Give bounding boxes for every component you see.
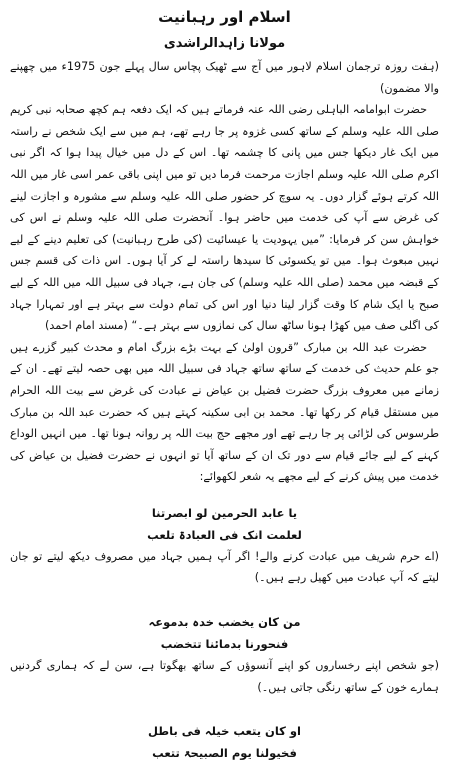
author-name: مولانا زاہدالراشدی <box>163 36 286 51</box>
verse-translation: (اے حرم شریف میں عبادت کرنے والے! اگر آپ ہمیں جہاد میں مصروف دیکھ لیتے تو جان لیتے کہ آپ عبادت میں کھیل رہے ہیں۔) <box>10 549 439 585</box>
paragraph-hadith: حضرت ابوامامہ الباہلی رضی اللہ عنہ فرماتے ہیں کہ ایک دفعہ ہم کچھ صحابہ نبی کریم صلی اللہ علیہ وسلم کے ساتھ کسی غزوہ پر جا رہے تھے، ہم میں سے ایک شخص نے راستہ میں ایک غار دیکھا جس میں پانی کا چشمہ تھا۔ اس کے دل میں خیال پیدا ہوا کہ اگر نبی اکرم صلی اللہ علیہ وسلم اجازت مرحمت فرما دیں تو میں اپنی باقی عمر اسی غار میں اللہ اللہ کرتے ہوئے گزار دوں۔ یہ سوچ کر حضور صلی اللہ علیہ وسلم سے مشورہ و اجازت لینے کی غرض سے آپ کی خدمت میں حاضر ہوا۔ آنحضرت صلی اللہ علیہ وسلم نے اس کی خواہش سن کر فرمایا: ”میں یہودیت یا عیسائیت (کی طرح رہبانیت) کی تعلیم دینے کے لیے نہیں مبعوث ہوا۔ میں تو یکسوئی کا سیدھا راستہ لے کر آیا ہوں۔ اس ذات کی قسم جس کے قبضہ میں محمد (صلی اللہ علیہ وسلم) کی جان ہے، جہاد فی سبیل اللہ میں اللہ کے لیے صبح یا ایک شام کا وقت گزار لینا دنیا اور اس کی تمام دولت سے بہتر ہے اور تمہارا جہاد کی اگلی صف میں کھڑا ہونا ساٹھ سال کی نمازوں سے بہتر ہے۔“ (مسند امام احمد) <box>10 103 439 333</box>
article-title: اسلام اور رہبانیت <box>158 8 291 26</box>
verse-line: من کان یخضب خدہ بدموعہ <box>148 615 301 630</box>
verse-line: لعلمت انک فی العبادۃ تلعب <box>147 527 302 542</box>
verse-line: فنحورنا بدمائنا تتخضب <box>160 637 289 652</box>
paragraph-ibn-mubarak: حضرت عبد اللہ بن مبارک ”قرون اولیٰ کے بہت بڑے بزرگ امام و محدث کبیر گزرے ہیں جو علم حدیث کی خدمت کے ساتھ ساتھ جہاد فی سبیل اللہ میں بھی حصہ لیتے تھے۔ ان کے زمانے میں معروف بزرگ حضرت فضیل بن عیاض نے عبادت کی غرض سے بیت اللہ الحرام میں مستقل قیام کر رکھا تھا۔ محمد بن ابی سکینہ کہتے ہیں کہ حضرت عبد اللہ بن مبارک طرسوس کی لڑائی پر جا رہے تھے اور مجھے حج بیت اللہ پر روانہ ہونا تھا۔ میں انہیں الوداع کہنے کے لیے جائے قیام سے دور تک ان کے ساتھ آیا تو انہوں نے حضرت فضیل بن عیاض کی خدمت میں پیش کرنے کے لیے مجھے یہ شعر لکھوائے: <box>10 340 439 484</box>
verse-line: فخیولنا یوم الصبیحۃ تتعب <box>152 746 297 761</box>
intro-note: (ہفت روزہ ترجمان اسلام لاہور میں آج سے ٹھیک پچاس سال پہلے جون 1975ء میں چھپنے والا مضمون) <box>10 60 439 95</box>
verse-translation: (جو شخص اپنے رخساروں کو اپنے آنسوؤں کے ساتھ بھگوتا ہے، سن لے کہ ہماری گردنیں ہمارے خون کے ساتھ رنگی جاتی ہیں۔) <box>10 659 439 694</box>
verse-line: یا عابد الحرمین لو ابصرتنا <box>151 505 298 520</box>
verse-line: او کان یتعب خیلہ فی باطل <box>148 724 301 739</box>
